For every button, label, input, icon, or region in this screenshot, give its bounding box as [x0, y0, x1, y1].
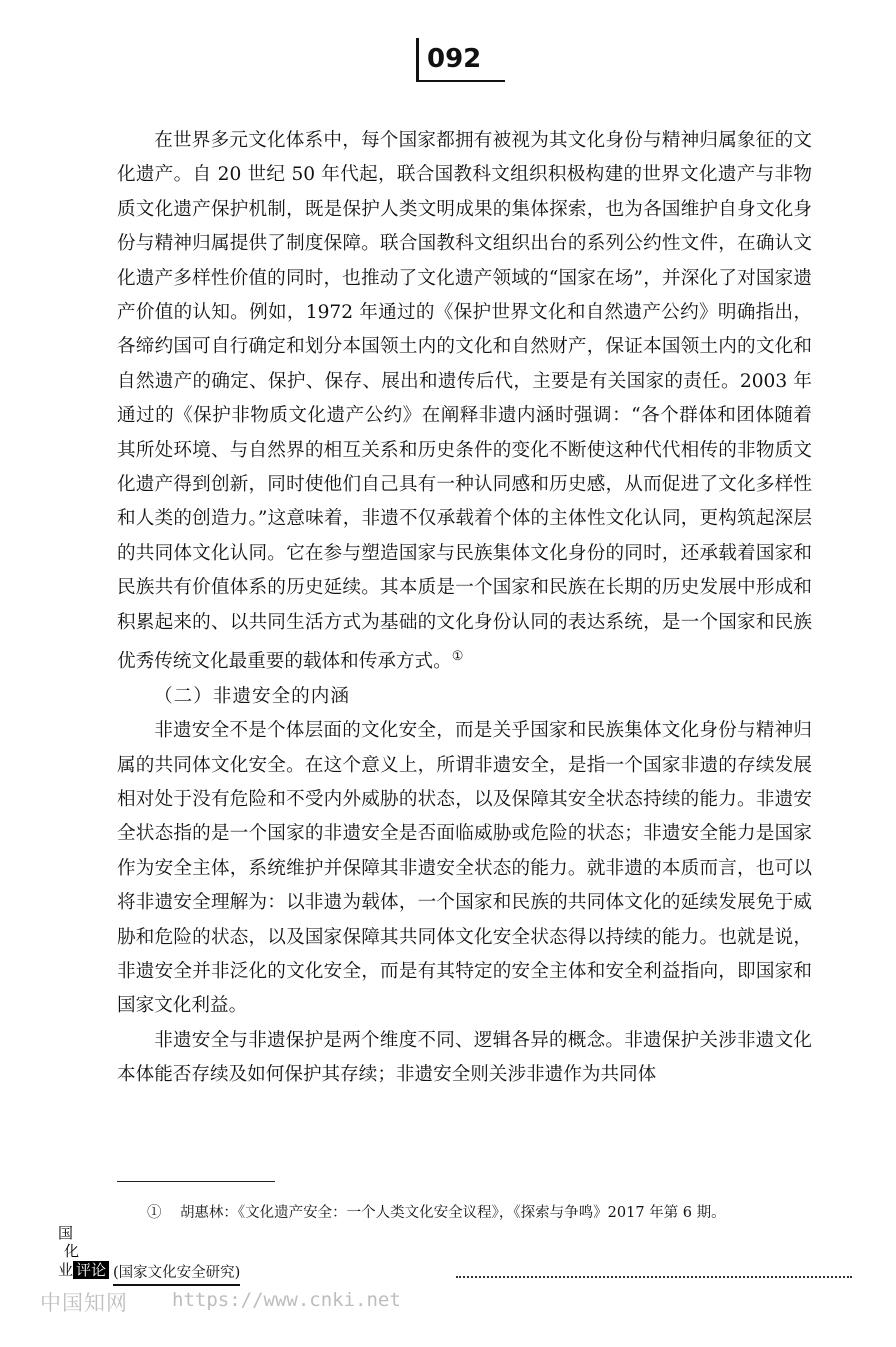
cnki-watermark-url[interactable]: https://www.cnki.net [172, 1289, 401, 1311]
footnote [147, 1203, 726, 1223]
journal-tag-reversed: 评论 [73, 1261, 109, 1279]
cnki-watermark-name: 中国知网 [40, 1291, 128, 1315]
journal-tag-line-1: 国 [58, 1224, 74, 1242]
journal-tag-line-2: 化 [64, 1242, 80, 1260]
paragraph-3: 非遗安全与非遗保护是两个维度不同、逻辑各异的概念。非遗保护关涉非遗文化本体能否存续及如何保护其存续；非遗安全则关涉非遗作为共同体 [117, 1029, 812, 1086]
footnote-text: 胡惠林：《文化遗产安全：一个人类文化安全议程》，《探索与争鸣》2017 年第 6 期。 [179, 1205, 726, 1221]
footnote-reference[interactable]: ① [451, 649, 464, 665]
journal-tag [58, 1224, 114, 1279]
journal-section-title: (国家文化安全研究) [113, 1261, 240, 1286]
page-number: 092 [427, 44, 482, 74]
section-heading: （二）非遗安全的内涵 [154, 685, 350, 707]
paragraph-1-text: 在世界多元文化体系中，每个国家都拥有被视为其文化身份与精神归属象征的文化遗产。自 20 世纪 50 年代起，联合国教科文组织积极构建的世界文化遗产与非物质文化遗产保护机制，既是保护人类文明成果的集体探索，也为各国维护自身文化身份与精神归属提供了制度保障。联合国教科文组织出台的系列公约性文件，在确认文化遗产多样性价值的同时，也推动了文化遗产领域的“国家在场”，并深化了对国家遗产价值的认知。例如，1972 年通过的《保护世界文化和自然遗产公约》明确指出，各缔约国可自行确定和划分本国领土内的文化和自然财产，保证本国领土内的文化和自然遗产的确定、保护、保存、展出和遗传后代，主要是有关国家的责任。2003 年通过的《保护非物质文化遗产公约》在阐释非遗内涵时强调：“各个群体和团体随着其所处环境、与自然界的相互关系和历史条件的变化不断使这种代代相传的非物质文化遗产得到创新，同时使他们自己具有一种认同感和历史感，从而促进了文化多样性和人类的创造力。”这意味着，非遗不仅承载着个体的主体性文化认同，更构筑起深层的共同体文化认同。它在参与塑造国家与民族集体文化身份的同时，还承载着国家和民族共有价值体系的历史延续。其本质是一个国家和民族在长期的历史发展中形成和积累起来的、以共同生活方式为基础的文化身份认同的表达系统，是一个国家和民族优秀传统文化最重要的载体和传承方式。 [117, 130, 812, 673]
footnote-marker: ① [147, 1205, 162, 1221]
footnote-divider [117, 1181, 275, 1182]
body-text [117, 124, 812, 1093]
footer-dotted-line [456, 1276, 852, 1278]
paragraph-1 [117, 124, 812, 680]
paragraph-2: 非遗安全不是个体层面的文化安全，而是关乎国家和民族集体文化身份与精神归属的共同体文化安全。在这个意义上，所谓非遗安全，是指一个国家非遗的存续发展相对处于没有危险和不受内外威胁的状态，以及保障其安全状态持续的能力。非遗安全状态指的是一个国家的非遗安全是否面临威胁或危险的状态；非遗安全能力是国家作为安全主体，系统维护并保障其非遗安全状态的能力。就非遗的本质而言，也可以将非遗安全理解为：以非遗为载体，一个国家和民族的共同体文化的延续发展免于威胁和危险的状态，以及国家保障其共同体文化安全状态得以持续的能力。也就是说，非遗安全并非泛化的文化安全，而是有其特定的安全主体和安全利益指向，即国家和国家文化利益。 [117, 720, 812, 1017]
journal-tag-line-3-a: 业 [58, 1261, 74, 1279]
journal-tag-line-3 [58, 1260, 114, 1279]
